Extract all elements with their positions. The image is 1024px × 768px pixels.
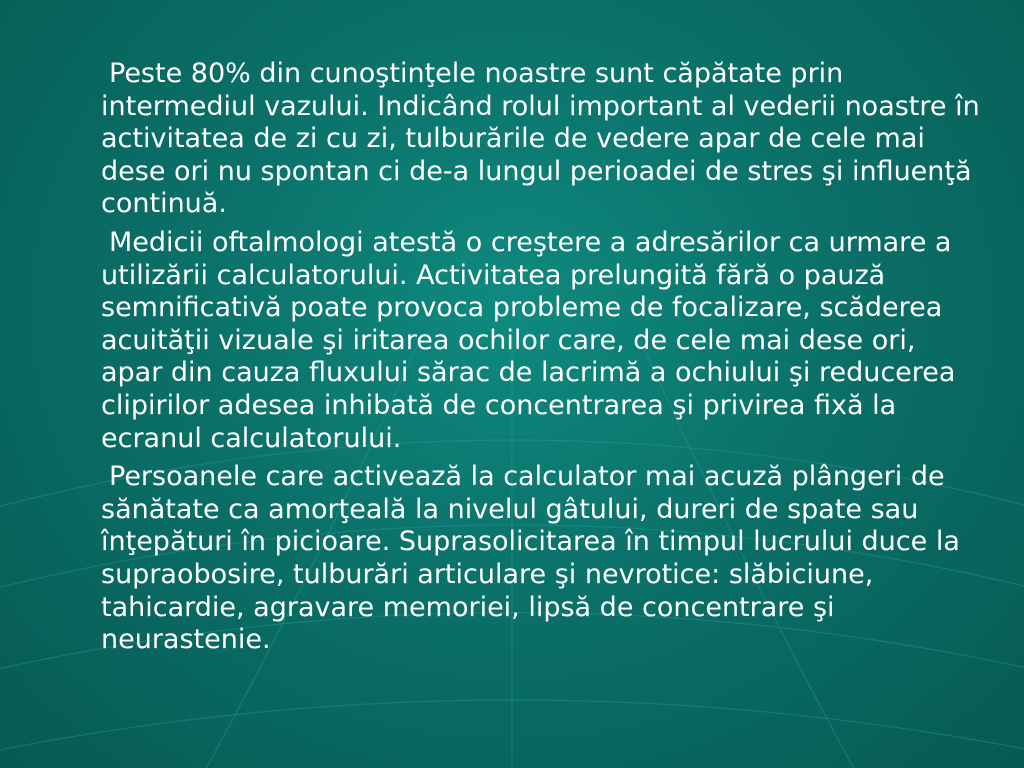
paragraph: Medicii oftalmologi atestă o creştere a adresărilor ca urmare a utilizării calculatorului. Activitatea prelungită fără o pauză semnificativă poate provoca probleme de focalizare, scăderea acuităţii vizuale şi iritarea ochilor care, de cele mai dese ori, apar din cauza fluxului sărac de lacrimă a ochiului şi reducerea clipirilor adesea inhibată de concentrarea şi privirea fixă la ecranul calculatorului. (101, 226, 956, 454)
slide-body-text (101, 58, 981, 663)
paragraph: Persoanele care activează la calculator mai acuză plângeri de sănătate ca amorţeală la nivelul gâtului, dureri de spate sau înţepături în picioare. Suprasolicitarea în timpul lucrului duce la supraobosire, tulburări articulare şi nevrotice: slăbiciune, tahicardie, agravare memoriei, lipsă de concentrare şi neurastenie. (101, 461, 960, 656)
paragraph: Peste 80% din cunoştinţele noastre sunt căpătate prin intermediul vazului. Indicând rolul important al vederii noastre în activitatea de zi cu zi, tulburările de vedere apar de cele mai dese ori nu spontan ci de-a lungul perioadei de stres şi influenţă continuă. (101, 58, 980, 220)
